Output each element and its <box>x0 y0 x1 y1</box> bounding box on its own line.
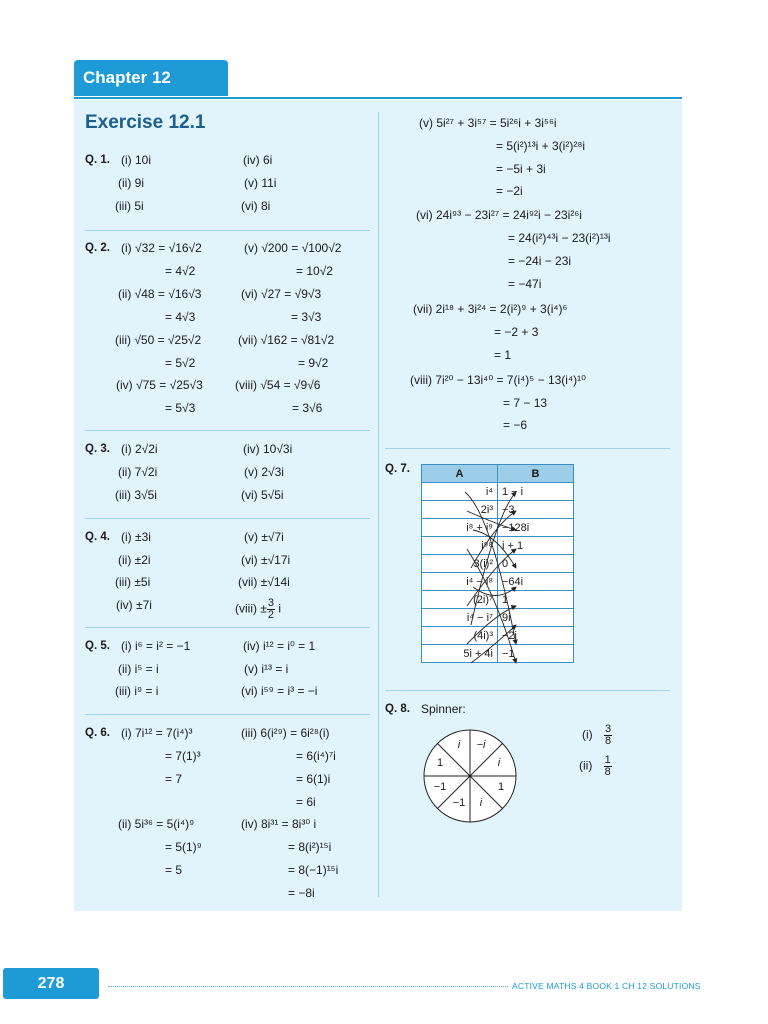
q6-ii-line1: (ii) 5i³⁶ = 5(i⁴)⁹ <box>118 817 195 831</box>
q5-vi: (vi) i⁵⁹ = i³ = −i <box>241 684 318 698</box>
q2-i-line2: = 4√2 <box>165 264 196 278</box>
cell-a: 2i³ <box>422 501 498 519</box>
divider <box>85 230 370 231</box>
q6-vi-line3: = −24i − 23i <box>508 254 572 268</box>
q6-iv-line3: = 8(−1)¹⁵i <box>288 863 339 877</box>
q6-iii-line2: = 6(i⁴)⁷i <box>296 749 336 763</box>
cell-a: (2i)⁷ <box>422 591 498 609</box>
q2-v-line2: = 10√2 <box>296 264 333 278</box>
q4-label: Q. 4. <box>85 531 110 543</box>
fraction-denominator: 8 <box>604 766 611 778</box>
q6-iv-line4: = −8i <box>288 886 315 900</box>
spinner-dividers <box>424 730 516 822</box>
spinner-diagram <box>422 728 518 824</box>
fraction-numerator: 1 <box>604 754 611 766</box>
q3-ii: (ii) 7√2i <box>118 465 158 479</box>
q4-viii-fraction <box>267 598 275 621</box>
q4-v: (v) ±√7i <box>244 530 284 544</box>
q7-label: Q. 7. <box>385 463 410 475</box>
page-number: 278 <box>3 968 99 999</box>
q3-v: (v) 2√3i <box>244 465 284 479</box>
q8-answer-i-fraction <box>604 724 612 747</box>
q6-iv-line2: = 8(i²)¹⁵i <box>288 840 332 854</box>
divider <box>85 430 370 431</box>
q8-answer-ii-fraction <box>604 755 612 778</box>
cell-b: 9i <box>498 609 574 627</box>
q3-iv: (iv) 10√3i <box>243 442 293 456</box>
match-arrow <box>465 492 516 644</box>
chapter-tab: Chapter 12 <box>74 60 228 96</box>
q1-v: (v) 11i <box>244 176 277 190</box>
q6-v-line2: = 5(i²)¹³i + 3(i²)²⁸i <box>496 139 586 153</box>
q4-iii: (iii) ±5i <box>115 575 151 589</box>
q2-vii-line2: = 9√2 <box>298 356 329 370</box>
q6-label: Q. 6. <box>85 727 110 739</box>
q1-label: Q. 1. <box>85 154 110 166</box>
q4-viii-tail: i <box>278 601 282 616</box>
spinner-sector-label: −1 <box>433 781 447 793</box>
q8-answer-ii-label: (ii) <box>579 758 593 773</box>
q6-iii-line1: (iii) 6(i²⁹) = 6i²⁸(i) <box>241 726 330 740</box>
q2-iii-line2: = 5√2 <box>165 356 196 370</box>
cell-a: (4i)³ <box>422 627 498 645</box>
q6-ii-line3: = 5 <box>165 863 183 877</box>
q2-ii-line2: = 4√3 <box>165 310 196 324</box>
match-arrow <box>467 549 516 663</box>
fraction-numerator: 3 <box>605 723 612 735</box>
q4-i: (i) ±3i <box>121 530 151 544</box>
footer-dotted-rule <box>108 986 508 987</box>
footer-running-title: ACTIVE MATHS 4 BOOK 1 CH 12 SOLUTIONS <box>512 981 701 991</box>
q6-vi-line1: (vi) 24i⁹³ − 23i²⁷ = 24i⁹²i − 23i²⁶i <box>416 208 582 222</box>
cell-a: 3(i)² <box>422 555 498 573</box>
cell-b: 1 <box>498 591 574 609</box>
q6-v-line4: = −2i <box>496 184 523 198</box>
q6-i-line1: (i) 7i¹² = 7(i⁴)³ <box>121 726 193 740</box>
q6-vii-line3: = 1 <box>494 348 512 362</box>
spinner-sector-label: 1 <box>436 757 444 769</box>
divider <box>385 690 670 691</box>
q3-iii: (iii) 3√5i <box>115 488 157 502</box>
q1-ii: (ii) 9i <box>118 176 144 190</box>
q2-iii-line1: (iii) √50 = √25√2 <box>115 333 202 347</box>
fraction-denominator: 2 <box>267 609 275 621</box>
q6-vi-line2: = 24(i²)⁴³i − 23(i²)¹³i <box>508 231 611 245</box>
q4-vi: (vi) ±√17i <box>241 553 291 567</box>
fraction-numerator: 3 <box>267 597 275 609</box>
cell-a: i⁴ <box>422 483 498 501</box>
spinner-sector-label: −i <box>476 739 486 751</box>
q3-vi: (vi) 5√5i <box>241 488 284 502</box>
match-arrow <box>471 625 516 663</box>
q2-i-line1: (i) √32 = √16√2 <box>121 241 202 255</box>
q4-viii <box>235 598 281 621</box>
cell-a: i⁹⁸ <box>422 537 498 555</box>
exercise-title: Exercise 12.1 <box>85 112 206 133</box>
q3-label: Q. 3. <box>85 443 110 455</box>
q1-iv: (iv) 6i <box>243 153 273 167</box>
q6-iv-line1: (iv) 8i³¹ = 8i³⁰ i <box>241 817 317 831</box>
q6-viii-line3: = −6 <box>503 418 528 432</box>
q6-i-line2: = 7(1)³ <box>165 749 201 763</box>
q5-iii: (iii) i⁹ = i <box>115 684 159 698</box>
cell-a: 5i + 4i <box>422 645 498 663</box>
divider <box>385 448 670 449</box>
cell-b: −1 <box>498 645 574 663</box>
q2-vii-line1: (vii) √162 = √81√2 <box>238 333 335 347</box>
q5-v: (v) i¹³ = i <box>244 662 289 676</box>
q5-label: Q. 5. <box>85 640 110 652</box>
cell-a: i⁸ + i⁹ <box>422 519 498 537</box>
q6-viii-line1: (viii) 7i²⁰ − 13i⁴⁰ = 7(i⁴)⁵ − 13(i⁴)¹⁰ <box>410 373 586 387</box>
spinner-sector-label: i <box>497 757 501 769</box>
q6-iii-line3: = 6(1)i <box>296 772 331 786</box>
q8-answer-ii <box>579 755 612 778</box>
column-b-header: B <box>498 465 574 483</box>
fraction-denominator: 8 <box>605 735 612 747</box>
divider <box>85 714 370 715</box>
q1-vi: (vi) 8i <box>241 199 271 213</box>
q2-v-line1: (v) √200 = √100√2 <box>244 241 342 255</box>
q2-iv-line1: (iv) √75 = √25√3 <box>116 378 203 392</box>
q5-i: (i) i⁶ = i² = −1 <box>121 639 191 653</box>
q2-viii-line2: = 3√6 <box>292 401 323 415</box>
q2-iv-line2: = 5√3 <box>165 401 196 415</box>
divider <box>85 627 370 628</box>
chapter-rule <box>74 97 682 99</box>
q6-iii-line4: = 6i <box>296 795 316 809</box>
spinner-sector-label: −1 <box>452 797 466 809</box>
spinner-sector-label: i <box>457 739 461 751</box>
q4-iv: (iv) ±7i <box>116 598 152 612</box>
match-arrow <box>467 511 516 530</box>
column-a-header: A <box>422 465 498 483</box>
q2-viii-line1: (viii) √54 = √9√6 <box>235 378 321 392</box>
q4-vii: (vii) ±√14i <box>238 575 290 589</box>
cell-a: i⁴ − i⁷ <box>422 609 498 627</box>
cell-b: 0 <box>498 555 574 573</box>
cell-b: −2i <box>498 627 574 645</box>
q2-label: Q. 2. <box>85 242 110 254</box>
cell-a: i⁴ − i⁸ <box>422 573 498 591</box>
q6-vii-line2: = −2 + 3 <box>494 325 539 339</box>
q1-i: (i) 10i <box>121 153 152 167</box>
q4-viii-prefix: (viii) ± <box>235 601 267 616</box>
divider <box>85 518 370 519</box>
q4-ii: (ii) ±2i <box>118 553 151 567</box>
q6-vii-line1: (vii) 2i¹⁸ + 3i²⁴ = 2(i²)⁹ + 3(i⁴)⁶ <box>413 302 568 316</box>
cell-b: −64i <box>498 573 574 591</box>
cell-b: −3 <box>498 501 574 519</box>
q2-vi-line2: = 3√3 <box>291 310 322 324</box>
column-divider <box>378 112 379 897</box>
q6-v-line1: (v) 5i²⁷ + 3i⁵⁷ = 5i²⁶i + 3i⁵⁶i <box>419 116 557 130</box>
q6-vi-line4: = −47i <box>508 277 542 291</box>
spinner-sector-label: 1 <box>497 781 505 793</box>
matching-arrows <box>421 464 574 674</box>
q2-ii-line1: (ii) √48 = √16√3 <box>118 287 202 301</box>
q8-title: Spinner: <box>421 702 466 716</box>
cell-b: i + 1 <box>498 537 574 555</box>
q3-i: (i) 2√2i <box>121 442 158 456</box>
match-arrow <box>467 549 516 606</box>
q8-label: Q. 8. <box>385 703 410 715</box>
q8-answer-i-label: (i) <box>582 727 593 742</box>
q5-iv: (iv) i¹² = i⁰ = 1 <box>243 639 316 653</box>
q5-ii: (ii) i⁵ = i <box>118 662 159 676</box>
q6-v-line3: = −5i + 3i <box>496 162 546 176</box>
q8-answer-i <box>582 724 612 747</box>
match-arrow <box>471 492 516 625</box>
q1-iii: (iii) 5i <box>115 199 144 213</box>
spinner-sector-label: i <box>479 797 483 809</box>
q6-ii-line2: = 5(1)⁹ <box>165 840 202 854</box>
q6-i-line3: = 7 <box>165 772 183 786</box>
q2-vi-line1: (vi) √27 = √9√3 <box>241 287 322 301</box>
cell-b: 1 − i <box>498 483 574 501</box>
q6-viii-line2: = 7 − 13 <box>503 396 548 410</box>
cell-b: −128i <box>498 519 574 537</box>
